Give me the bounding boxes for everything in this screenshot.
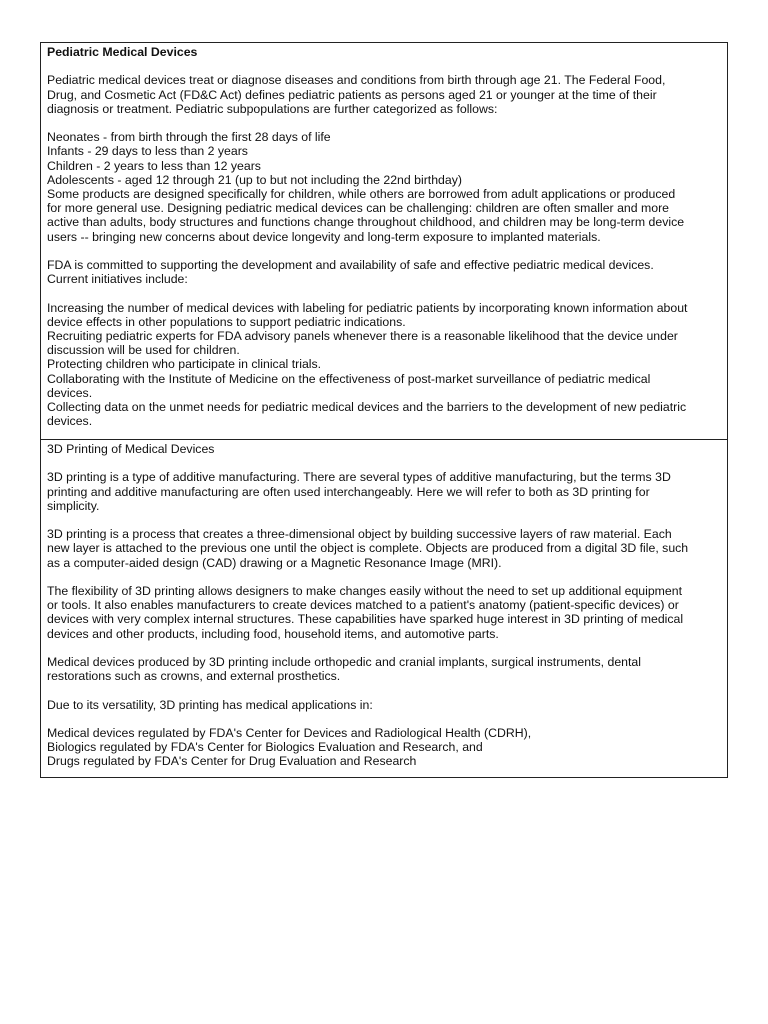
text-line: as a computer-aided design (CAD) drawing or a Magnetic Resonance Image (MRI). bbox=[47, 555, 502, 570]
text-line: FDA is committed to supporting the development and availability of safe and effective pediatric medical devices. bbox=[47, 258, 654, 272]
list-item: discussion will be used for children. bbox=[47, 343, 240, 358]
text-line: active than adults, body structures and functions change throughout childhood, and children may be long-term device bbox=[47, 215, 685, 230]
text-line: restorations such as crowns, and external prosthetics. bbox=[47, 669, 341, 684]
subpopulation-list bbox=[47, 130, 721, 187]
3d-printing-cell bbox=[41, 440, 727, 777]
text-line: Some products are designed specifically for children, while others are borrowed from adult applications or produced bbox=[47, 187, 676, 201]
list-item: Neonates - from birth through the first 28 days of life bbox=[47, 130, 331, 145]
list-item: Increasing the number of medical devices with labeling for pediatric patients by incorporating known information about bbox=[47, 300, 688, 315]
text-line: printing and additive manufacturing are often used interchangeably. Here we will refer to both as 3D printing for bbox=[47, 484, 650, 499]
list-item: Medical devices regulated by FDA's Center for Devices and Radiological Health (CDRH), bbox=[47, 725, 532, 740]
pediatric-devices-cell bbox=[41, 43, 727, 440]
list-item: Biologics regulated by FDA's Center for Biologics Evaluation and Research, and bbox=[47, 740, 483, 755]
text-line: Current initiatives include: bbox=[47, 272, 188, 287]
text-line: or tools. It also enables manufacturers to create devices matched to a patient's anatomy (patient-specific devices) or bbox=[47, 598, 679, 613]
intro-paragraph bbox=[47, 73, 721, 116]
text-line: 3D printing is a process that creates a three-dimensional object by building successive layers of raw material. Each bbox=[47, 527, 672, 542]
document-table bbox=[40, 42, 728, 778]
list-item: Collaborating with the Institute of Medicine on the effectiveness of post-market surveillance of pediatric medical bbox=[47, 371, 651, 386]
design-paragraph bbox=[47, 187, 721, 244]
text-line: for more general use. Designing pediatric medical devices can be challenging: children are often smaller and more bbox=[47, 201, 670, 216]
list-item: Collecting data on the unmet needs for pediatric medical devices and the barriers to the development of new pediatric bbox=[47, 400, 687, 415]
fda-paragraph bbox=[47, 258, 721, 286]
text-line: devices and other products, including food, household items, and automotive parts. bbox=[47, 626, 499, 641]
list-item: Infants - 29 days to less than 2 years bbox=[47, 144, 248, 159]
list-item: Recruiting pediatric experts for FDA advisory panels whenever there is a reasonable likelihood that the device under bbox=[47, 329, 678, 343]
applications-intro: Due to its versatility, 3D printing has medical applications in: bbox=[47, 697, 373, 712]
list-item: Protecting children who participate in clinical trials. bbox=[47, 357, 322, 372]
text-line: new layer is attached to the previous one until the object is complete. Objects are produced from a digital 3D file, such bbox=[47, 541, 689, 556]
section-title: 3D Printing of Medical Devices bbox=[47, 442, 215, 456]
text-line: users -- bringing new concerns about device longevity and long-term exposure to implanted materials. bbox=[47, 229, 601, 244]
text-line: Medical devices produced by 3D printing include orthopedic and cranial implants, surgical instruments, dental bbox=[47, 654, 641, 669]
flexibility-paragraph bbox=[47, 584, 721, 641]
text-line: Pediatric medical devices treat or diagnose diseases and conditions from birth through age 21. The Federal Food, bbox=[47, 73, 666, 88]
text-line: simplicity. bbox=[47, 498, 100, 513]
section-title: Pediatric Medical Devices bbox=[47, 45, 198, 59]
list-item: devices. bbox=[47, 385, 93, 400]
text-line: diagnosis or treatment. Pediatric subpopulations are further categorized as follows: bbox=[47, 101, 498, 116]
list-item: Adolescents - aged 12 through 21 (up to but not including the 22nd birthday) bbox=[47, 172, 462, 187]
list-item: devices. bbox=[47, 414, 93, 429]
list-item: Drugs regulated by FDA's Center for Drug Evaluation and Research bbox=[47, 754, 417, 769]
text-line: 3D printing is a type of additive manufacturing. There are several types of additive manufacturing, but the terms 3D bbox=[47, 470, 671, 485]
text-line: Drug, and Cosmetic Act (FD&C Act) defines pediatric patients as persons aged 21 or younger at the time of their bbox=[47, 87, 657, 102]
initiatives-list bbox=[47, 301, 721, 429]
products-paragraph bbox=[47, 655, 721, 683]
additive-paragraph bbox=[47, 470, 721, 513]
text-line: devices with very complex internal structures. These capabilities have sparked huge interest in 3D printing of medical bbox=[47, 612, 684, 627]
list-item: Children - 2 years to less than 12 years bbox=[47, 158, 261, 173]
text-line: The flexibility of 3D printing allows designers to make changes easily without the need to set up additional equipment bbox=[47, 583, 683, 598]
process-paragraph bbox=[47, 527, 721, 570]
list-item: device effects in other populations to support pediatric indications. bbox=[47, 314, 406, 329]
applications-list bbox=[47, 726, 721, 769]
